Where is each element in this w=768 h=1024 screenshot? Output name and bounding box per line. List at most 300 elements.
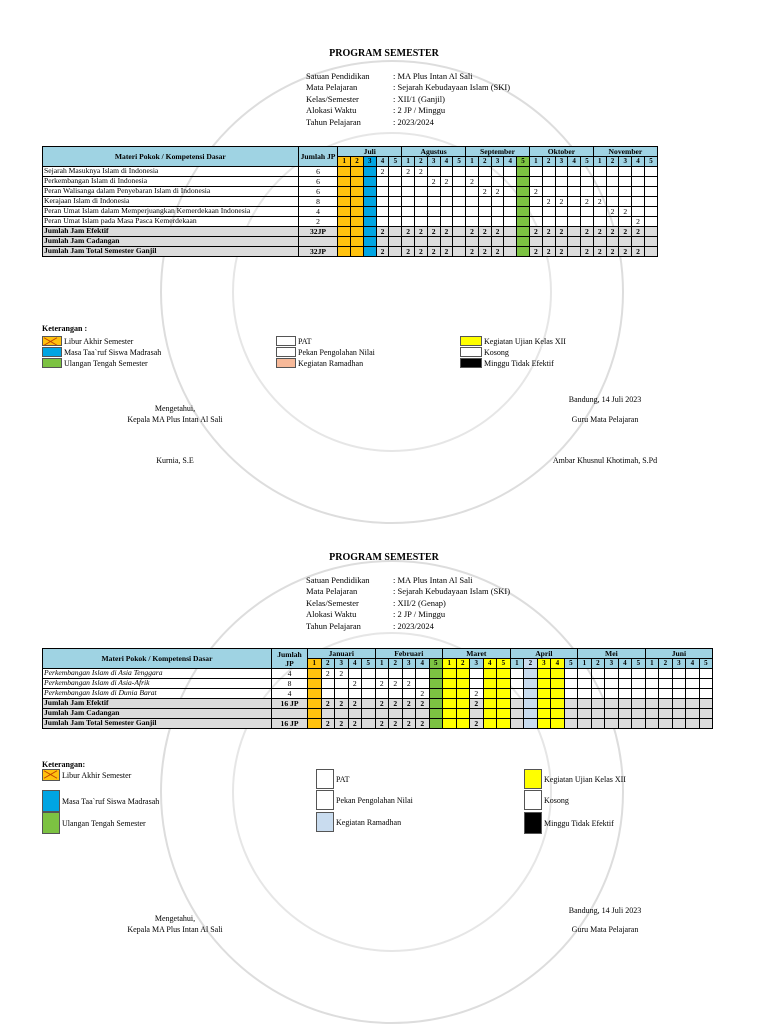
week-cell [440,207,453,217]
week-cell: 2 [375,719,389,729]
week-cell [555,207,568,217]
legend-swatch [276,358,296,368]
legend-label: Libur Akhir Semester [62,770,132,780]
week-cell: 2 [416,689,430,699]
week-cell [363,247,376,257]
info-key: Kelas/Semester [306,597,359,608]
week-cell [632,699,646,709]
week-number: 3 [537,659,551,669]
week-cell [321,709,335,719]
week-cell [321,689,335,699]
week-cell [308,709,322,719]
week-cell [645,719,659,729]
week-cell [483,679,497,689]
month-header: Januari [308,649,376,659]
week-cell [581,167,594,177]
week-cell: 2 [619,247,632,257]
week-cell [429,709,443,719]
week-cell [363,237,376,247]
month-header: Juni [645,649,713,659]
week-cell [351,217,364,227]
week-cell [376,187,389,197]
week-cell [443,689,457,699]
week-cell [389,709,403,719]
week-cell [551,709,565,719]
week-cell [699,679,713,689]
week-cell [504,187,517,197]
week-number: 3 [427,157,440,167]
week-cell [605,719,619,729]
week-cell [644,217,657,227]
week-cell [619,237,632,247]
week-cell [338,237,351,247]
week-cell [478,237,491,247]
page-title: PROGRAM SEMESTER [329,48,439,59]
week-cell [672,679,686,689]
week-cell [644,197,657,207]
watermark-seal-1 [160,60,624,524]
mengetahui-label: Mengetahui, [154,914,196,923]
week-cell [524,689,538,699]
week-cell: 2 [402,247,415,257]
week-cell [491,167,504,177]
week-cell [443,699,457,709]
week-cell [453,187,466,197]
week-cell [362,679,376,689]
week-cell [555,237,568,247]
week-cell [605,709,619,719]
week-cell [619,177,632,187]
week-cell [453,217,466,227]
week-cell: 2 [389,679,403,689]
week-cell [606,177,619,187]
info-value: : XII/1 (Ganjil) [393,93,445,104]
month-header: Juli [338,147,402,157]
legend-label: Pekan Pengolahan Nilai [336,795,413,805]
jp-cell [298,237,338,247]
week-number: 2 [478,157,491,167]
week-cell [414,237,427,247]
week-cell [483,709,497,719]
week-cell [537,699,551,709]
legend-title: Keterangan: [42,760,86,769]
week-cell [529,177,542,187]
week-cell [363,187,376,197]
week-cell [618,709,632,719]
week-number: 2 [524,659,538,669]
week-cell [699,699,713,709]
week-cell: 2 [542,197,555,207]
week-cell: 2 [427,247,440,257]
week-cell [362,719,376,729]
week-cell: 2 [470,689,484,699]
week-cell [591,719,605,729]
week-cell [497,689,511,699]
legend-swatch [524,769,542,789]
week-cell [619,197,632,207]
week-cell [659,689,673,699]
week-cell [510,669,524,679]
week-number: 4 [416,659,430,669]
week-cell [416,709,430,719]
week-cell: 2 [619,207,632,217]
week-cell [659,709,673,719]
week-cell [504,207,517,217]
week-cell [581,207,594,217]
info-key: Mata Pelajaran [306,586,358,597]
week-number: 4 [504,157,517,167]
info-key: Mata Pelajaran [306,82,358,93]
week-cell [402,709,416,719]
legend-item [42,790,159,812]
week-cell [672,719,686,729]
week-cell [402,197,415,207]
week-cell [453,237,466,247]
week-number: 4 [686,659,700,669]
week-cell [645,669,659,679]
week-number: 2 [414,157,427,167]
week-number: 3 [335,659,349,669]
week-cell [510,719,524,729]
week-cell [605,679,619,689]
week-cell [551,719,565,729]
week-cell [699,669,713,679]
legend-item [460,358,554,368]
week-cell [470,679,484,689]
jp-cell: 6 [298,177,338,187]
week-cell [555,177,568,187]
info-value: : 2 JP / Minggu [393,105,446,116]
kepala-label: Kepala MA Plus Intan Al Sali [127,925,223,934]
info-value: : Sejarah Kebudayaan Islam (SKI) [393,586,511,597]
week-cell [618,679,632,689]
week-cell [351,237,364,247]
week-cell [686,689,700,699]
week-cell: 2 [478,247,491,257]
week-cell: 2 [593,197,606,207]
week-cell: 2 [375,699,389,709]
week-cell [443,669,457,679]
month-header: Maret [443,649,511,659]
legend-item [276,336,312,346]
jp-cell: 6 [298,187,338,197]
legend-item [316,790,413,810]
week-cell: 2 [402,167,415,177]
week-cell [443,679,457,689]
week-cell [491,217,504,227]
info-value: : MA Plus Intan Al Sali [393,575,473,585]
week-cell [389,207,402,217]
week-cell [375,689,389,699]
week-cell [618,689,632,699]
week-number: 4 [376,157,389,167]
week-cell [427,187,440,197]
info-key: Satuan Pendidikan [306,575,370,585]
week-cell [389,197,402,207]
week-number: 1 [338,157,351,167]
week-number: 3 [672,659,686,669]
week-cell: 2 [414,167,427,177]
legend-swatch [42,812,60,834]
week-cell [440,237,453,247]
week-cell [351,187,364,197]
week-cell [466,237,479,247]
week-cell [478,207,491,217]
week-cell [362,709,376,719]
week-cell: 2 [416,719,430,729]
legend-swatch [276,347,296,357]
week-number: 3 [491,157,504,167]
week-cell [453,227,466,237]
week-cell [517,217,530,227]
guru-label: Guru Mata Pelajaran [571,925,639,934]
week-cell [453,197,466,207]
week-cell [659,679,673,689]
legend-item [276,347,375,357]
month-header: Agustus [402,147,466,157]
week-cell: 2 [376,167,389,177]
week-cell [427,237,440,247]
week-cell: 2 [402,227,415,237]
week-cell: 2 [321,719,335,729]
week-number: 2 [606,157,619,167]
week-cell [440,197,453,207]
legend-item [460,336,566,346]
week-cell [427,207,440,217]
week-cell [402,669,416,679]
legend-swatch [276,336,296,346]
week-cell [555,187,568,197]
week-cell [564,679,578,689]
jp-cell: 2 [298,217,338,227]
week-cell [537,669,551,679]
week-cell [606,187,619,197]
week-cell [478,177,491,187]
materi-cell: Jumlah Jam Total Semester Ganjil [43,247,299,257]
legend-label: PAT [336,774,350,784]
week-cell [504,197,517,207]
week-cell [491,237,504,247]
week-cell [529,207,542,217]
week-cell [402,187,415,197]
week-cell [497,679,511,689]
week-cell: 2 [581,247,594,257]
week-cell: 2 [606,207,619,217]
week-cell [335,679,349,689]
week-cell [338,167,351,177]
page-title: PROGRAM SEMESTER [329,552,439,563]
week-cell [542,187,555,197]
table-row [43,669,713,679]
week-cell [440,187,453,197]
week-cell [672,689,686,699]
week-cell [414,187,427,197]
week-cell [491,177,504,187]
week-cell [529,217,542,227]
legend-swatch [42,358,62,368]
legend-label: Libur Akhir Semester [64,336,134,346]
week-cell [504,217,517,227]
kepala-label: Kepala MA Plus Intan Al Sali [127,415,223,424]
week-cell [338,207,351,217]
week-number: 3 [363,157,376,167]
info-block [306,71,510,128]
week-cell [497,709,511,719]
week-cell [644,247,657,257]
week-cell [497,669,511,679]
week-cell [591,679,605,689]
week-cell [529,237,542,247]
week-cell [645,679,659,689]
week-number: 5 [699,659,713,669]
week-cell [338,177,351,187]
week-cell [402,237,415,247]
month-header: Mei [578,649,646,659]
materi-cell: Perkembangan Islam di Asia Tenggara [43,669,272,679]
week-cell [308,699,322,709]
week-cell [517,177,530,187]
week-cell [632,237,645,247]
week-cell [632,689,646,699]
week-cell [591,699,605,709]
week-cell [632,719,646,729]
week-cell [672,699,686,709]
week-cell [568,187,581,197]
week-cell [414,207,427,217]
materi-cell: Jumlah Jam Cadangan [43,709,272,719]
week-cell [619,217,632,227]
week-number: 5 [389,157,402,167]
week-cell [593,217,606,227]
week-cell: 2 [632,247,645,257]
week-cell [483,669,497,679]
week-number: 4 [551,659,565,669]
week-number: 5 [632,659,646,669]
week-cell: 2 [491,247,504,257]
jp-cell: 32JP [298,227,338,237]
legend-item [276,358,363,368]
week-cell [632,167,645,177]
week-cell [443,719,457,729]
week-number: 2 [389,659,403,669]
week-cell: 2 [402,719,416,729]
week-number: 3 [402,659,416,669]
week-cell [429,689,443,699]
month-header: April [510,649,578,659]
table-row [43,247,658,257]
guru-name: Ambar Khusnul Khotimah, S.Pd [552,456,658,465]
info-value: : 2023/2024 [393,620,434,631]
week-cell [478,197,491,207]
week-number: 1 [443,659,457,669]
week-cell: 2 [440,177,453,187]
table-row [43,709,713,719]
table-row [43,217,658,227]
week-number: 3 [605,659,619,669]
week-number: 2 [591,659,605,669]
column-header-jp: Jumlah JP [298,147,338,167]
week-cell: 2 [348,699,362,709]
week-cell: 2 [348,719,362,729]
week-number: 2 [351,157,364,167]
week-cell [529,167,542,177]
week-cell [376,217,389,227]
week-cell [542,217,555,227]
week-cell [699,689,713,699]
week-number: 4 [618,659,632,669]
week-cell: 2 [335,669,349,679]
week-cell [414,197,427,207]
table-row [43,679,713,689]
week-cell [456,689,470,699]
info-key: Tahun Pelajaran [306,116,361,127]
week-cell [402,177,415,187]
week-number: 3 [555,157,568,167]
week-number: 5 [429,659,443,669]
week-cell: 2 [593,247,606,257]
week-cell [478,167,491,177]
week-cell: 2 [606,247,619,257]
week-cell [644,167,657,177]
week-cell [568,227,581,237]
week-cell [632,679,646,689]
week-cell [491,197,504,207]
week-number: 1 [510,659,524,669]
info-key: Tahun Pelajaran [306,620,361,631]
week-cell [308,679,322,689]
schedule-table-ganjil [42,146,658,257]
week-cell [414,217,427,227]
week-cell [338,187,351,197]
week-cell [389,247,402,257]
week-cell [537,709,551,719]
table-row [43,197,658,207]
week-cell [578,669,592,679]
legend-label: Ulangan Tengah Semester [64,358,148,368]
week-cell [308,669,322,679]
week-cell: 2 [542,247,555,257]
week-cell: 2 [402,699,416,709]
week-cell: 2 [440,227,453,237]
week-cell [402,689,416,699]
week-cell [351,247,364,257]
week-cell [593,177,606,187]
week-cell [606,197,619,207]
week-cell [466,217,479,227]
week-cell [416,679,430,689]
legend-label: Kosong [544,795,569,805]
legend-swatch [524,812,542,834]
week-cell [551,699,565,709]
week-cell: 2 [376,247,389,257]
month-header: Oktober [529,147,593,157]
week-cell: 2 [529,227,542,237]
week-cell [497,699,511,709]
week-cell [578,699,592,709]
week-cell [504,247,517,257]
week-cell [568,167,581,177]
week-cell [632,207,645,217]
week-cell [645,709,659,719]
week-cell [348,669,362,679]
week-cell [517,167,530,177]
week-cell [517,187,530,197]
week-cell [568,247,581,257]
week-cell: 2 [581,197,594,207]
week-cell [429,699,443,709]
week-cell: 2 [416,699,430,709]
legend-label: PAT [298,336,312,346]
